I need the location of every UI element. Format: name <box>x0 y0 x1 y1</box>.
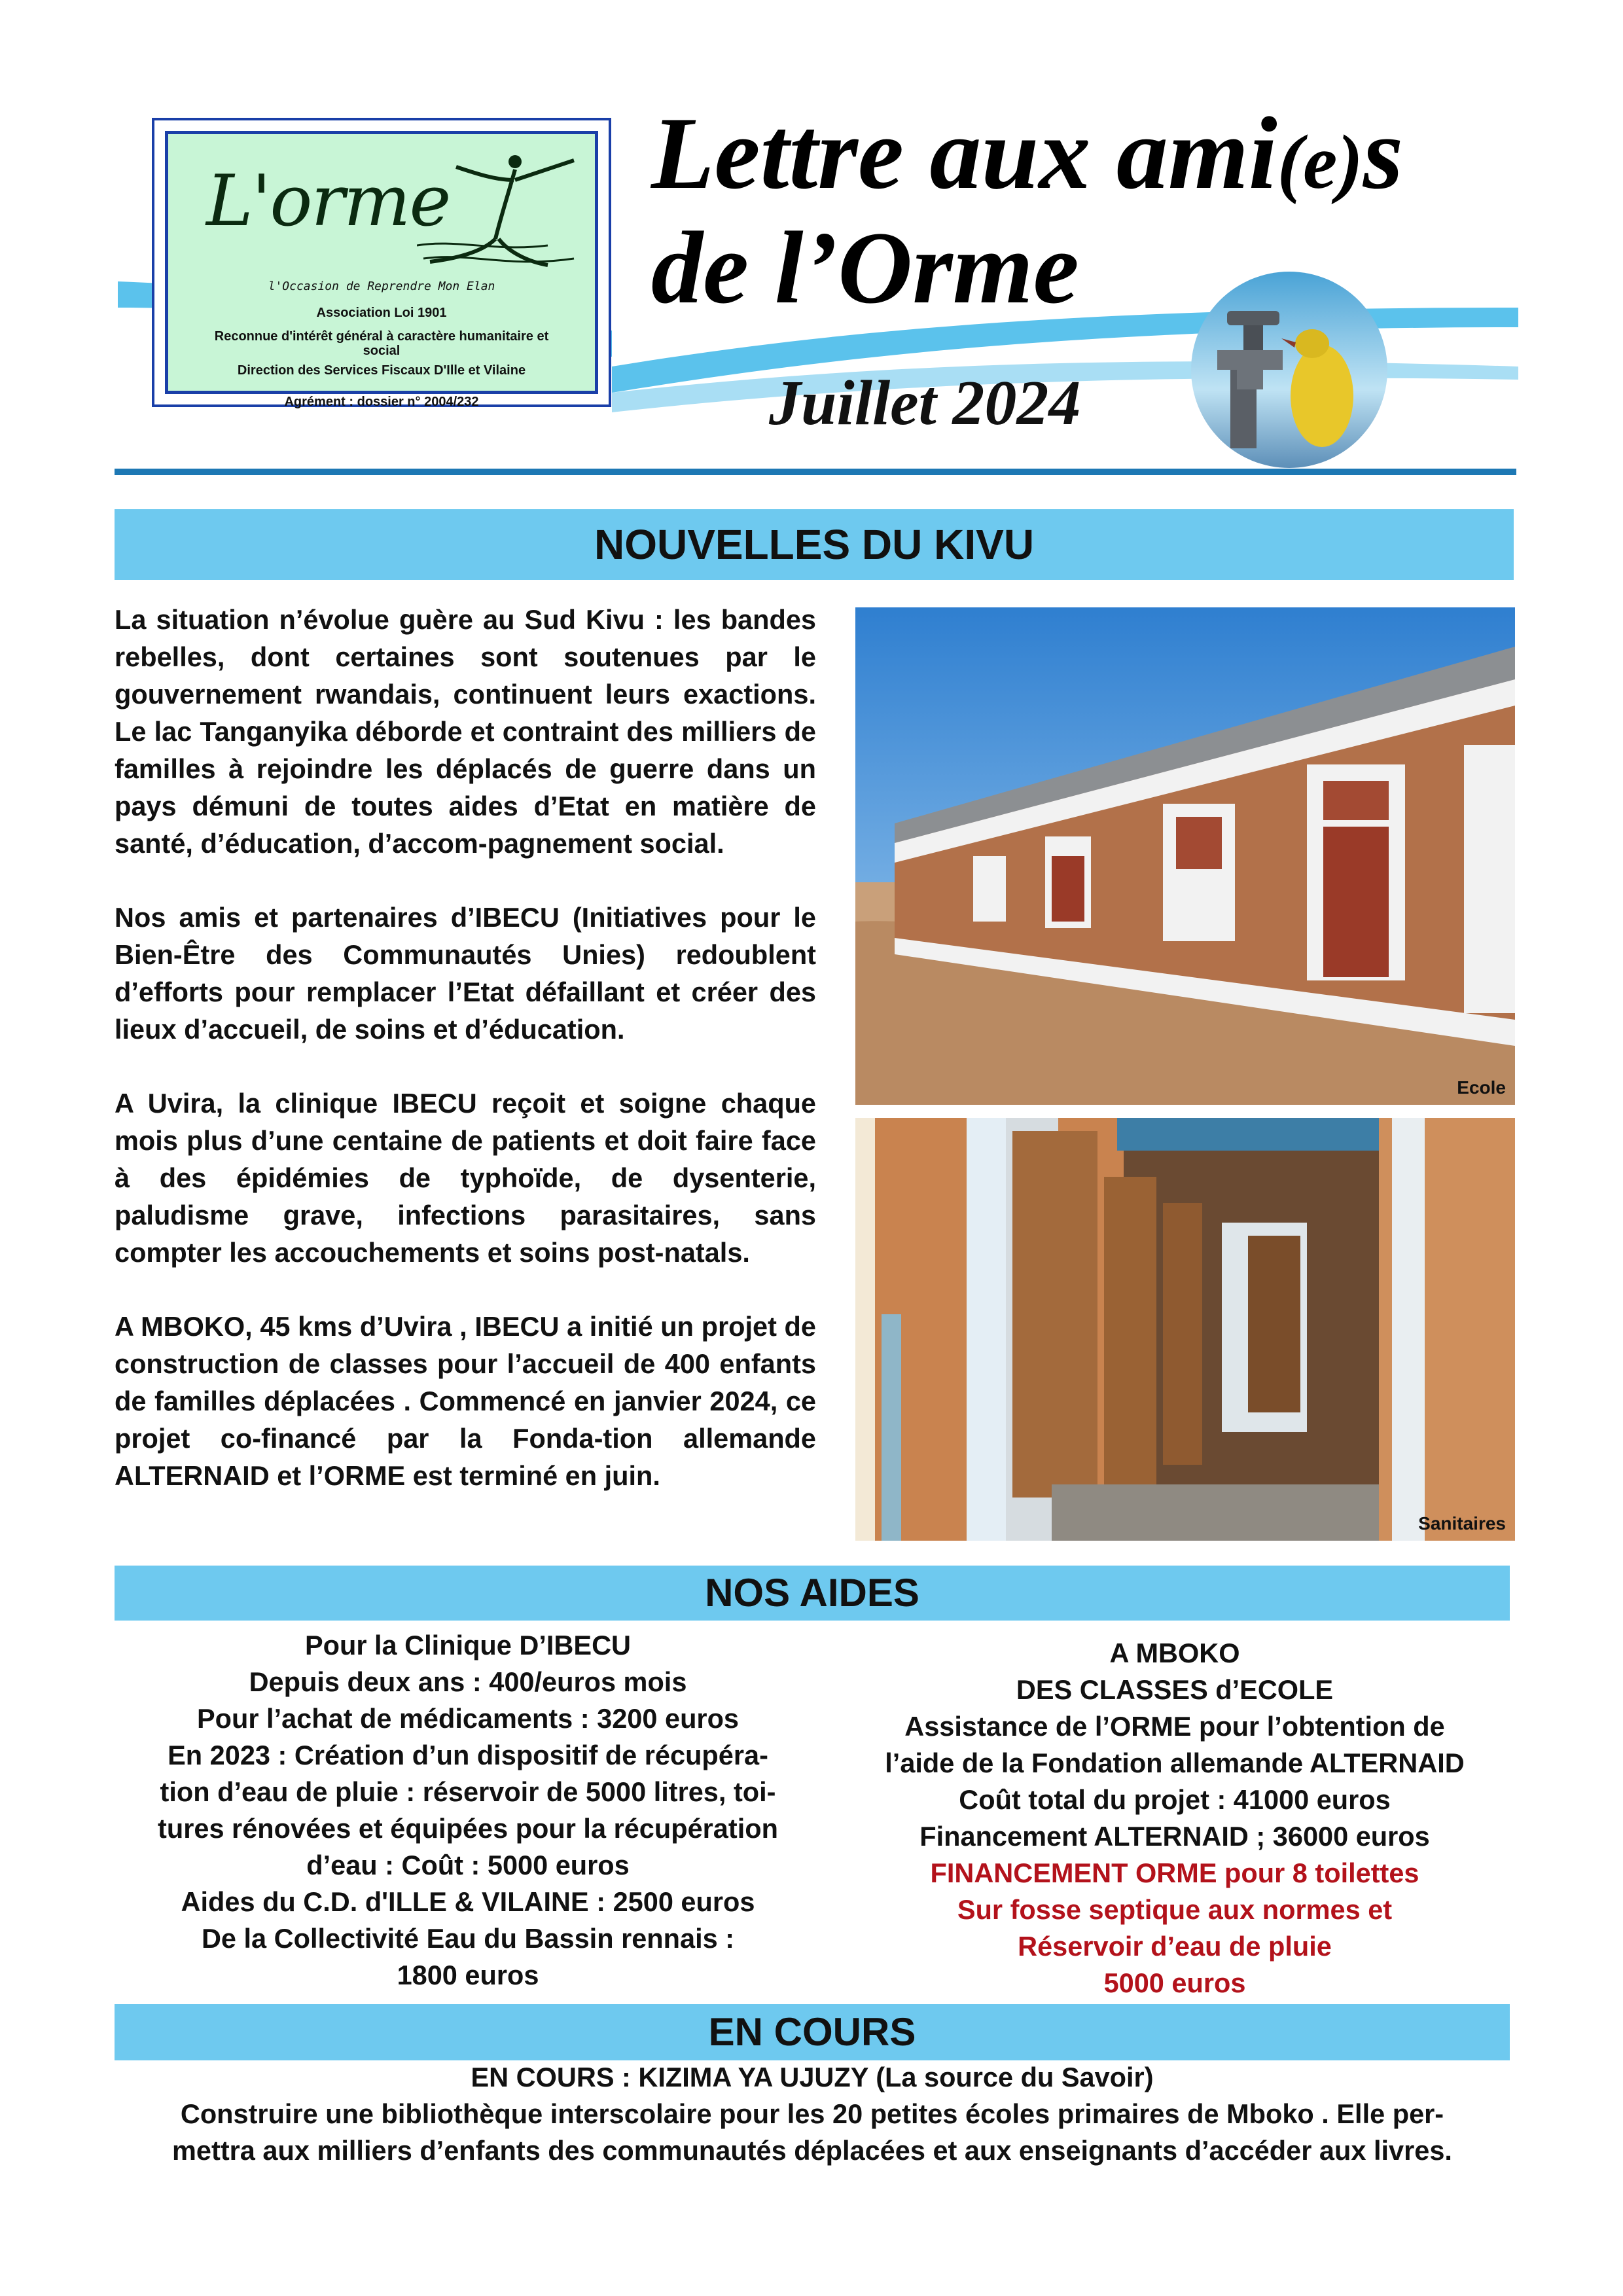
tap-bird-photo <box>1191 272 1387 468</box>
aid-highlight-line: FINANCEMENT ORME pour 8 toilettes <box>930 1857 1419 1888</box>
encours-block <box>115 2059 1510 2169</box>
article-paragraph: Nos amis et partenaires d’IBECU (Initiatives pour le Bien-Être des Communautés Unies) redoublent d’efforts pour remplacer l’Etat défaillant et créer des lieux d’accueil, de soins et d’éducation. <box>115 902 816 1045</box>
aid-line: A MBOKO <box>1109 1638 1240 1668</box>
aid-highlight-line: Réservoir d’eau de pluie <box>1018 1931 1332 1962</box>
page-title-line-1: Lettre aux ami(e)s <box>651 96 1404 211</box>
aid-line: Coût total du projet : 41000 euros <box>959 1784 1391 1815</box>
aid-line: Aides du C.D. d'ILLE & VILAINE : 2500 euros <box>181 1886 755 1917</box>
logo-interest: Reconnue d'intérêt général à caractère humanitaire et social <box>214 329 549 358</box>
encours-line: Construire une bibliothèque interscolaire pour les 20 petites écoles primaires de Mboko . Elle per- <box>180 2098 1444 2129</box>
issue-date: Juillet 2024 <box>769 368 1081 439</box>
school-photo <box>855 607 1515 1105</box>
aid-line: Pour la Clinique D’IBECU <box>304 1630 632 1660</box>
aid-line: Depuis deux ans : 400/euros mois <box>249 1666 687 1697</box>
aid-line: tures rénovées et équipées pour la récupération <box>158 1813 778 1844</box>
aid-line: DES CLASSES d’ECOLE <box>1016 1674 1334 1705</box>
aid-mboko-block <box>844 1635 1505 2001</box>
logo-agrement: Agrément : dossier n° 2004/232 <box>284 395 479 409</box>
aid-line: l’aide de la Fondation allemande ALTERNAID <box>885 1748 1465 1778</box>
aid-line: De la Collectivité Eau du Bassin rennais : <box>201 1923 735 1954</box>
aid-highlight-line: Sur fosse septique aux normes et <box>957 1894 1393 1925</box>
photo-caption-sanitation: Sanitaires <box>1418 1513 1506 1534</box>
aid-line: Assistance de l’ORME pour l’obtention de <box>904 1711 1445 1742</box>
section-title-encours: EN COURS <box>115 2004 1510 2060</box>
photo-caption-school: Ecole <box>1457 1077 1506 1098</box>
aid-line: 1800 euros <box>397 1960 539 1990</box>
section-title-kivu: NOUVELLES DU KIVU <box>115 509 1514 580</box>
logo-tagline: l'Occasion de Reprendre Mon Elan <box>268 279 495 293</box>
aid-line: tion d’eau de pluie : réservoir de 5000 litres, toi- <box>160 1776 776 1807</box>
aid-highlight-line: 5000 euros <box>1103 1967 1246 1998</box>
article-paragraph: A Uvira, la clinique IBECU reçoit et soigne chaque mois plus d’une centaine de patients et doit faire face à des épidémies de typhoïde, de dysenterie, paludisme grave, infections parasitaires, sans compter les accouchements et soins post-natals. <box>115 1088 816 1268</box>
aid-line: Pour l’achat de médicaments : 3200 euros <box>196 1703 739 1734</box>
association-logo <box>152 118 611 407</box>
sanitation-photo <box>855 1118 1515 1541</box>
aid-line: Financement ALTERNAID ; 36000 euros <box>919 1821 1430 1852</box>
section-title-aides: NOS AIDES <box>115 1566 1510 1621</box>
logo-direction: Direction des Services Fiscaux D'Ille et Vilaine <box>237 363 526 378</box>
header-rule <box>115 469 1516 475</box>
aid-line: En 2023 : Création d’un dispositif de récupéra- <box>168 1740 768 1770</box>
dancer-figure-icon <box>417 147 587 278</box>
logo-brand: L'orme <box>206 160 450 242</box>
logo-association: Association Loi 1901 <box>316 306 447 320</box>
aid-clinic-block <box>115 1627 821 1994</box>
encours-line: mettra aux milliers d’enfants des communautés déplacées et aux enseignants d’accéder aux livres. <box>172 2135 1452 2166</box>
kivu-article <box>115 601 816 1531</box>
encours-line: EN COURS : KIZIMA YA UJUZY (La source du Savoir) <box>471 2062 1154 2092</box>
article-paragraph: La situation n’évolue guère au Sud Kivu : les bandes rebelles, dont certaines sont soutenues par le gouvernement rwandais, continuent leurs exactions. Le lac Tanganyika déborde et contraint des milliers de familles à rejoindre les déplacés de guerre dans un pays démuni de toutes aides d’Etat en matière de santé, d’éducation, d’accom-pagnement social. <box>115 604 816 859</box>
article-paragraph: A MBOKO, 45 kms d’Uvira , IBECU a initié un projet de construction de classes pour l’accueil de 400 enfants de familles déplacées . Commencé en janvier 2024, ce projet co-financé par la Fonda-tion allemande ALTERNAID et l’ORME est terminé en juin. <box>115 1311 816 1491</box>
aid-line: d’eau : Coût : 5000 euros <box>306 1850 630 1880</box>
page-title-line-2: de l’Orme <box>651 211 1079 325</box>
